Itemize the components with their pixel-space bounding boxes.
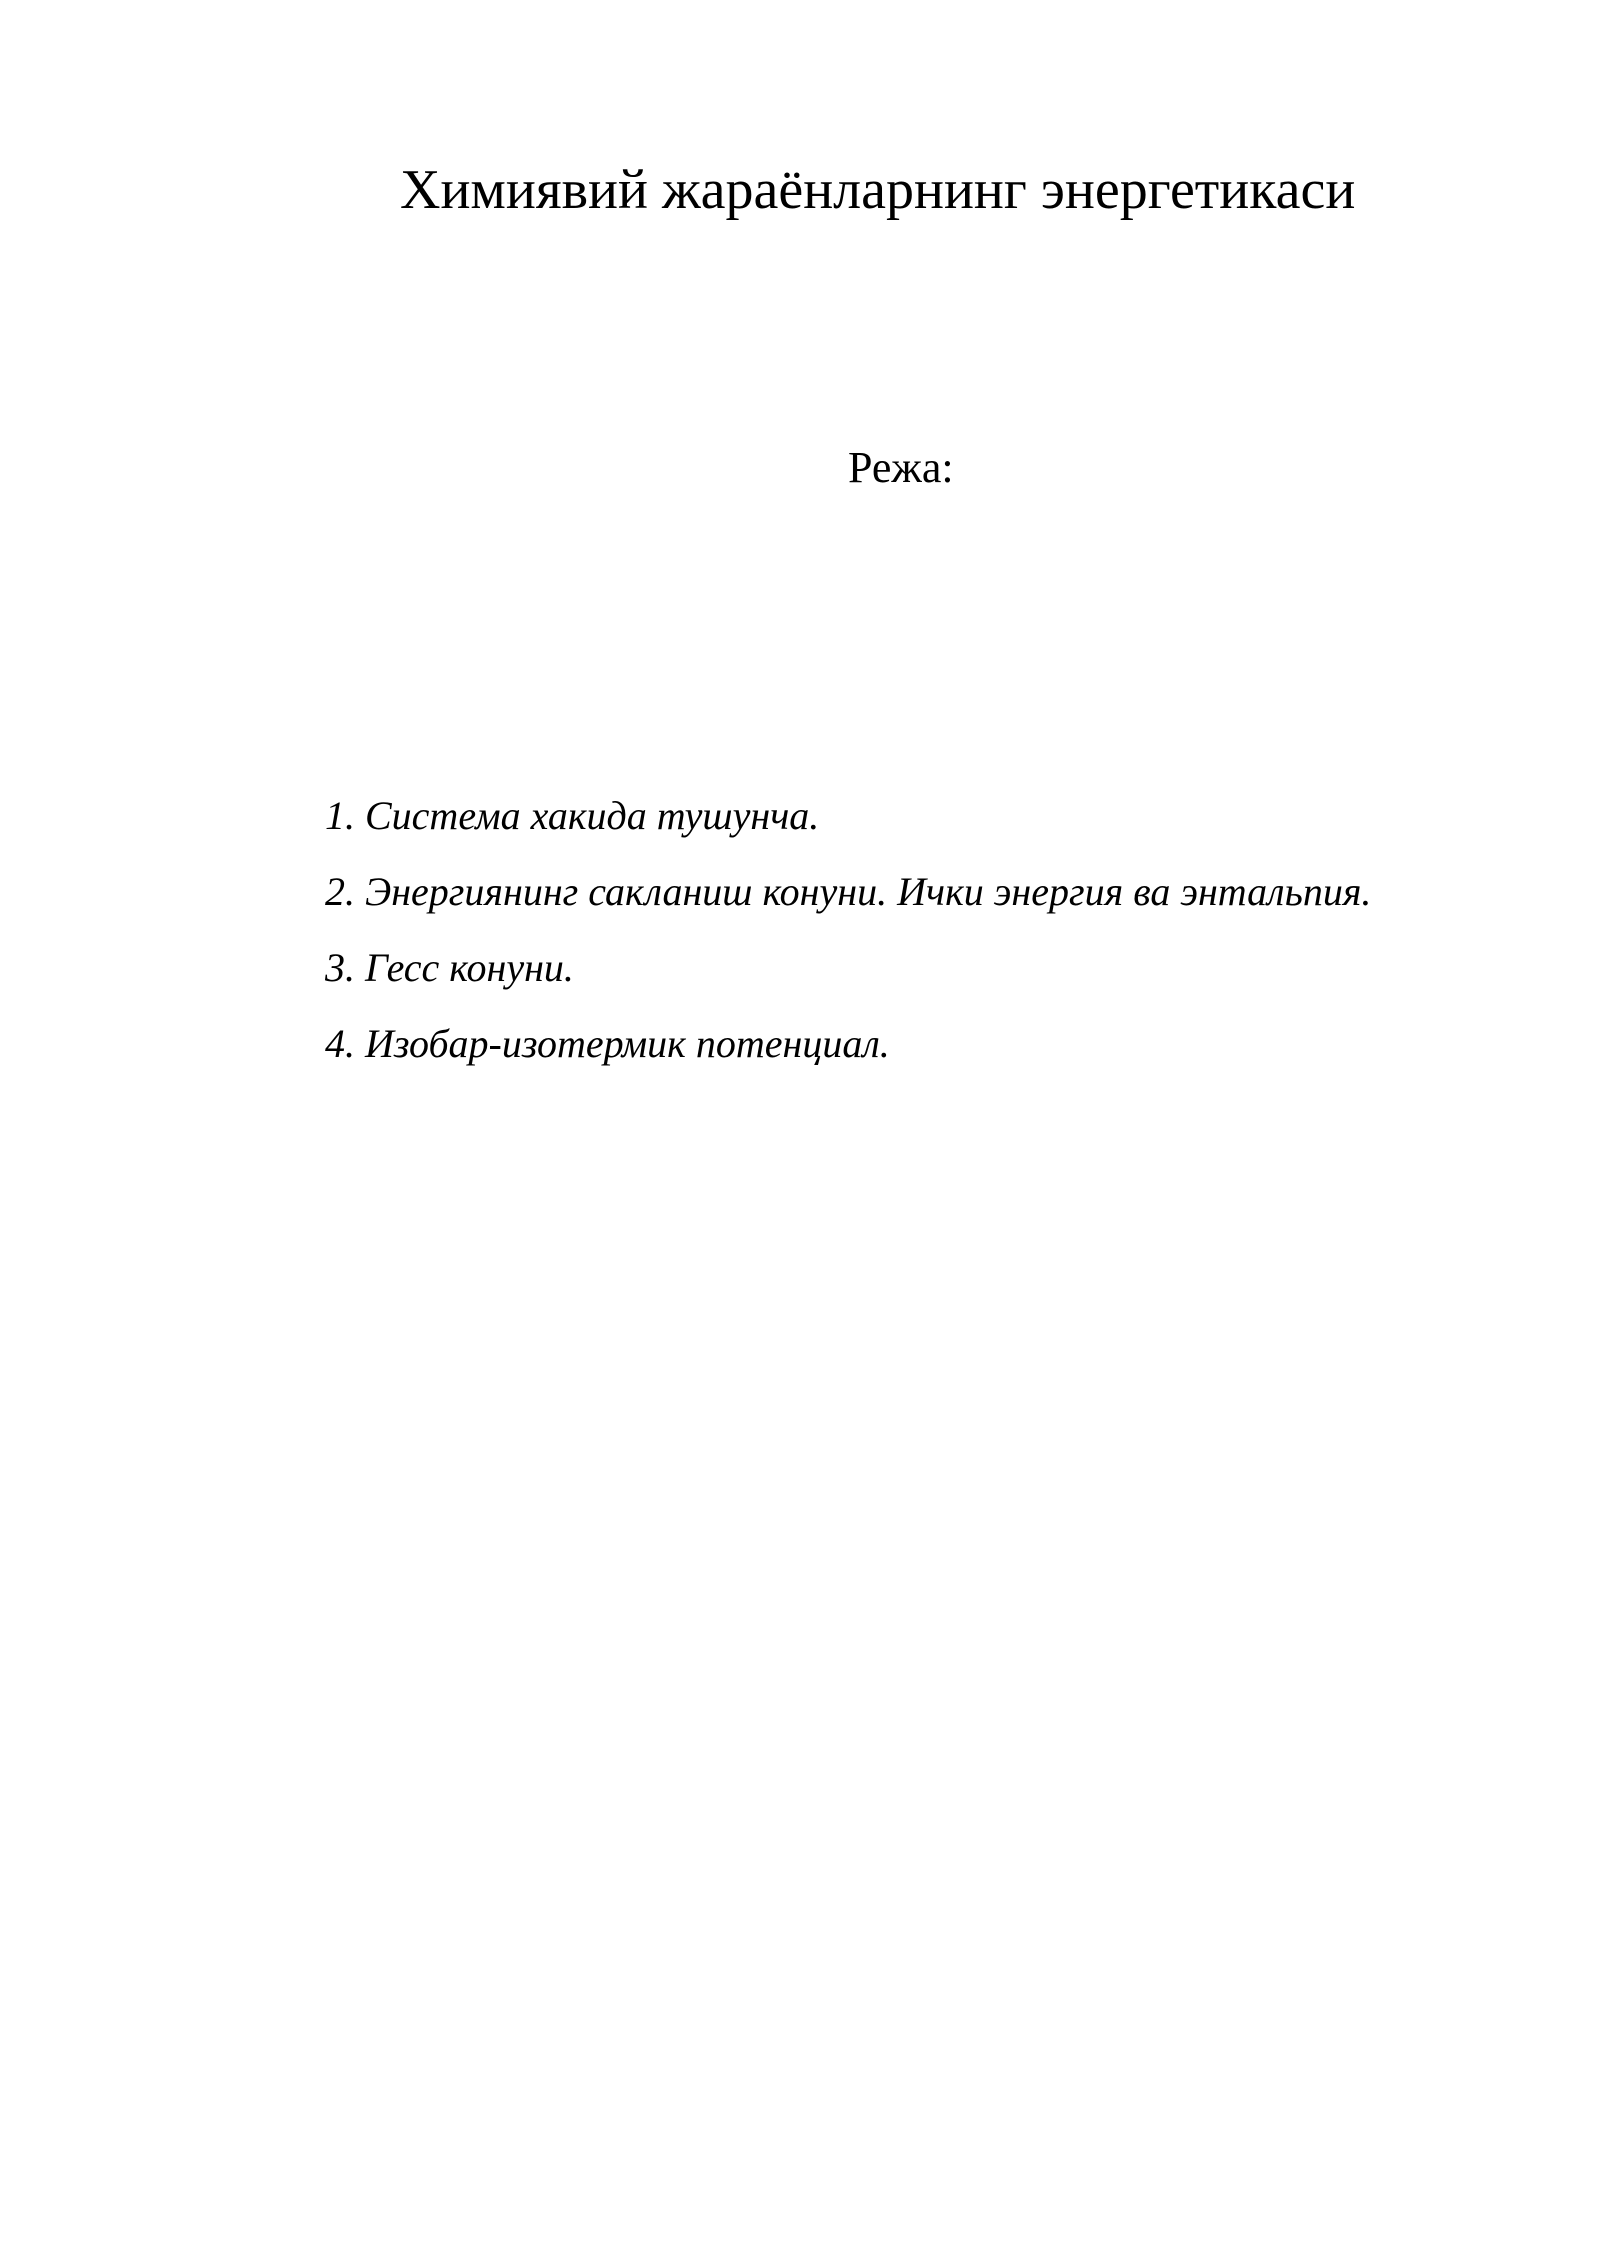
plan-item-text: Энергиянинг сакланиш конуни. Ички энергия ва энтальпия. [365, 869, 1372, 914]
plan-item-text: Гесс конуни. [365, 945, 574, 990]
plan-heading: Режа: [848, 443, 954, 492]
plan-list [325, 778, 1371, 1082]
plan-item-number: 4. [325, 1021, 355, 1066]
plan-item-text: Изобар-изотермик потенциал. [365, 1021, 890, 1066]
plan-item-text: Система хакида тушунча. [365, 793, 820, 838]
plan-item [325, 1006, 1371, 1082]
plan-item [325, 778, 1371, 854]
plan-item-number: 1. [325, 793, 355, 838]
plan-item-number: 2. [325, 869, 355, 914]
plan-item-number: 3. [325, 945, 355, 990]
plan-item [325, 930, 1371, 1006]
plan-item [325, 854, 1371, 930]
page-title: Химиявий жараёнларнинг энергетикаси [400, 159, 1356, 221]
